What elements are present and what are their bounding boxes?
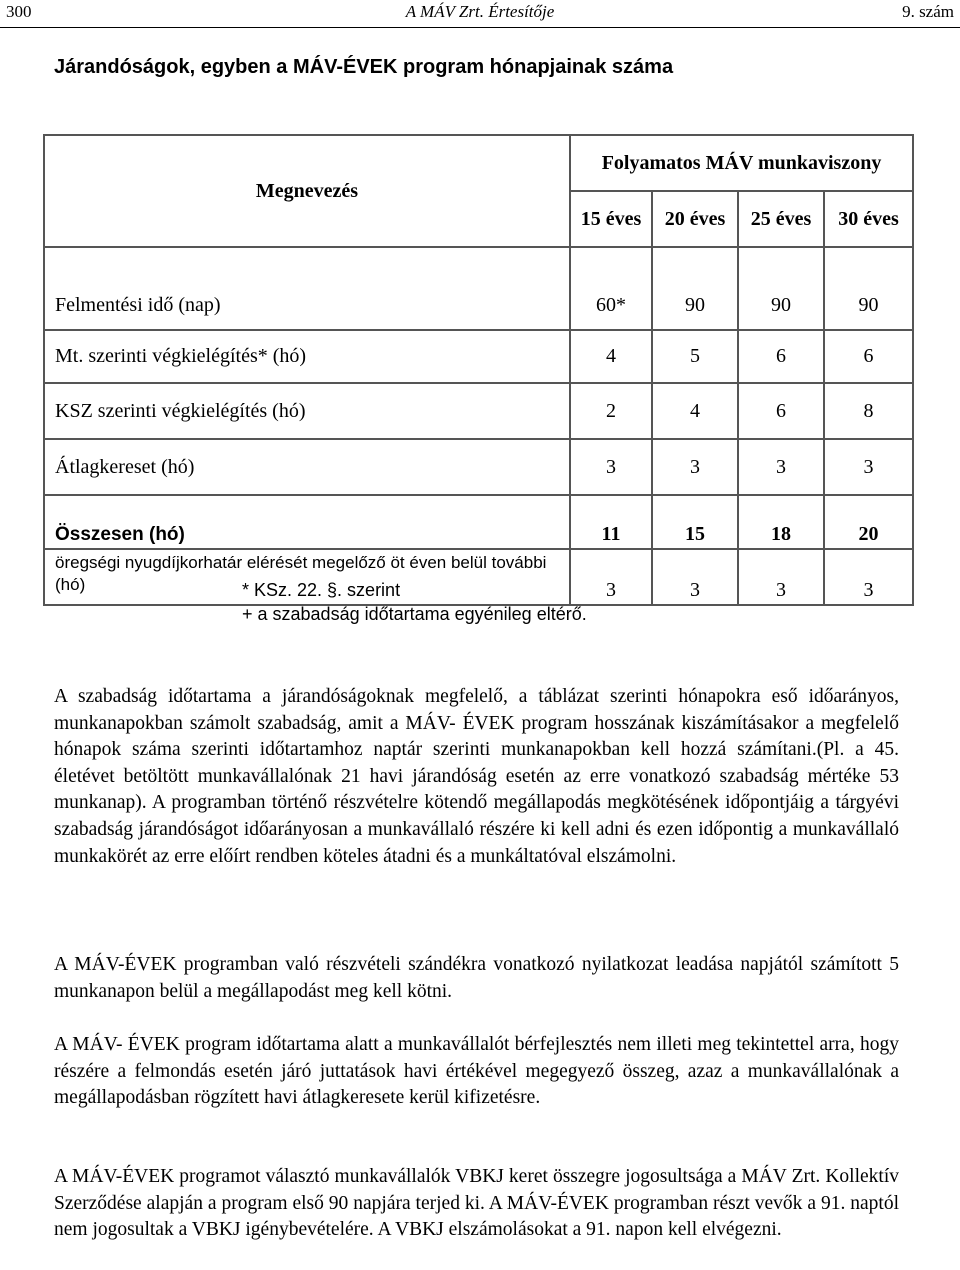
cell: 20	[824, 495, 913, 549]
cell: 3	[738, 549, 824, 605]
entitlements-table	[43, 134, 914, 606]
table-row-total	[44, 495, 913, 549]
cell: 4	[570, 330, 652, 383]
footnote: + a szabadság időtartama egyénileg eltérő.	[242, 604, 587, 624]
cell: 6	[738, 383, 824, 439]
paragraph-nyilatkozat: A MÁV-ÉVEK programban való részvételi szándékra vonatkozó nyilatkozat leadása napjától számított 5 munkanapon belül a megállapodást meg kell kötni.	[54, 954, 899, 1002]
cell: 90	[652, 247, 738, 330]
cell: 3	[570, 439, 652, 495]
cell: 3	[652, 439, 738, 495]
cell: 3	[738, 439, 824, 495]
cell: 60*	[570, 247, 652, 330]
cell: 90	[824, 247, 913, 330]
header-col-25: 25 éves	[738, 191, 824, 247]
page-number: 300	[6, 2, 32, 21]
row-label: Felmentési idő (nap)	[44, 247, 570, 330]
cell: 15	[652, 495, 738, 549]
header-col-20: 20 éves	[652, 191, 738, 247]
cell: 90	[738, 247, 824, 330]
header-col-30: 30 éves	[824, 191, 913, 247]
row-label: öregségi nyugdíjkorhatár elérését megelőző öt éven belül további (hó)	[44, 549, 570, 605]
cell: 3	[824, 549, 913, 605]
paragraph-vbkj: A MÁV-ÉVEK programot választó munkavállalók VBKJ keret összegre jogosultsága a MÁV Zrt. Kollektív Szerződése alapján a program első 90 napjára terjed ki. A MÁV-ÉVEK programban részt vevők a 91. naptól nem jogosultak a VBKJ igénybevételére. A VBKJ elszámolásokat a 91. napon kell elvégezni.	[54, 1166, 899, 1241]
cell: 4	[652, 383, 738, 439]
table-row	[44, 383, 913, 439]
cell: 6	[824, 330, 913, 383]
table-row	[44, 439, 913, 495]
table-row	[44, 330, 913, 383]
publication-title: A MÁV Zrt. Értesítője	[405, 2, 555, 21]
header-folyamatos-munkaviszony: Folyamatos MÁV munkaviszony	[570, 135, 913, 191]
cell: 3	[652, 549, 738, 605]
cell: 2	[570, 383, 652, 439]
issue-number: 9. szám	[902, 2, 954, 21]
header-megnevezes: Megnevezés	[44, 135, 570, 247]
footnote: * KSz. 22. §. szerint	[242, 580, 401, 600]
section-title: Járandóságok, egyben a MÁV-ÉVEK program hónapjainak száma	[54, 56, 674, 78]
cell: 5	[652, 330, 738, 383]
row-label: Mt. szerinti végkielégítés* (hó)	[44, 330, 570, 383]
cell: 18	[738, 495, 824, 549]
header-col-15: 15 éves	[570, 191, 652, 247]
cell: 11	[570, 495, 652, 549]
cell: 6	[738, 330, 824, 383]
cell: 8	[824, 383, 913, 439]
cell: 3	[570, 549, 652, 605]
page-header	[0, 0, 960, 28]
row-label: Átlagkereset (hó)	[44, 439, 570, 495]
paragraph-berfejlesztes: A MÁV- ÉVEK program időtartama alatt a munkavállalót bérfejlesztés nem illeti meg tekintettel arra, hogy részére a felmondás esetén járó juttatások havi értékével megegyező összeg, azaz a munkavállalónak a megállapodásban rögzített havi átlagkeresete kerül kifizetésre.	[54, 1034, 899, 1109]
row-label: KSZ szerinti végkielégítés (hó)	[44, 383, 570, 439]
table-footnotes	[242, 578, 587, 626]
table-row	[44, 247, 913, 330]
paragraph-szabadsag: A szabadság időtartama a járandóságoknak megfelelő, a táblázat szerinti hónapokra eső időarányos, munkanapokban számolt szabadság, amit a MÁV- ÉVEK program hosszának kiszámításakor a megfelelő hónapok száma szerinti időtartamhoz naptár szerinti munkanapokban kell hozzá számítani.(Pl. a 45. életévet betöltött munkavállalónak 21 havi járandóság esetén az erre vonatkozó szabadság mértéke 53 munkanap). A programban történő részvételre kötendő megállapodás megkötésének időpontjáig a tárgyévi szabadság járandóságot időarányosan a munkavállaló részére ki kell adni és ezen időpontig a munkavállaló munkakörét az erre előírt rendben köteles átadni és a munkáltatóval elszámolni.	[54, 686, 899, 867]
cell: 3	[824, 439, 913, 495]
row-label: Összesen (hó)	[44, 495, 570, 549]
